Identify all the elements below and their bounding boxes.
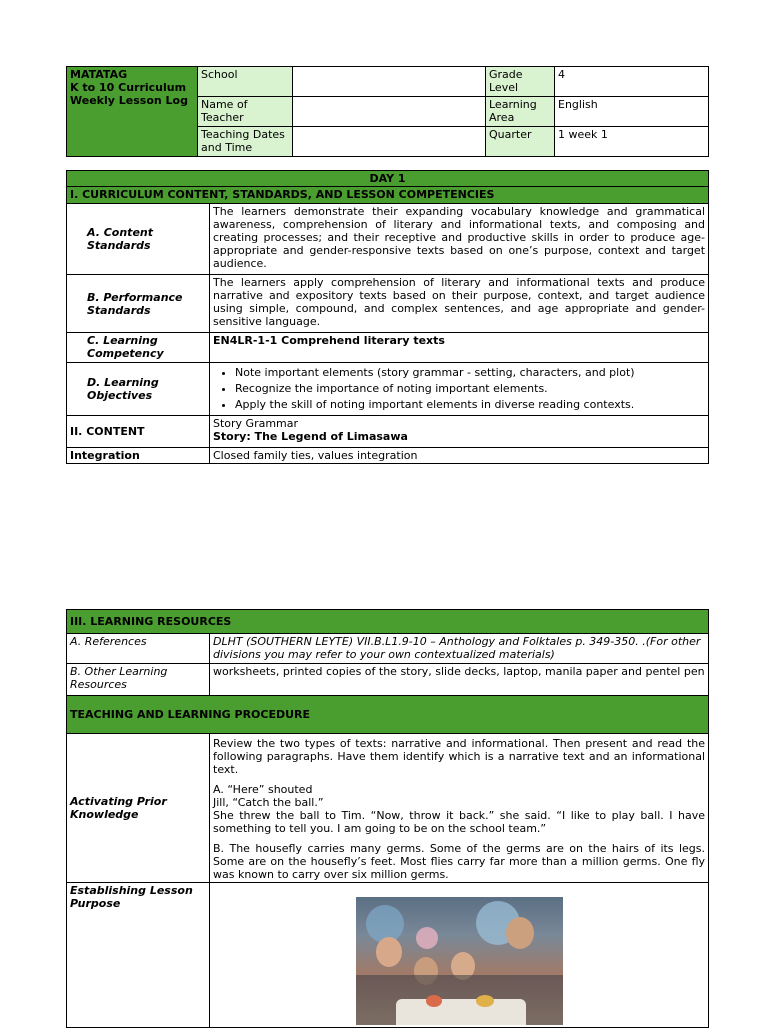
food-item [426, 995, 442, 1007]
procedure-title: TEACHING AND LEARNING PROCEDURE [67, 696, 709, 734]
content-standards-text: The learners demonstrate their expanding vocabulary knowledge and grammatical awareness, comprehension of literary and informational texts, and composing and creating processes; and their receptive and productive skills in order to produce age-appropriate and gender-responsive texts based on one’s purpose, context and target audience. [210, 204, 709, 275]
party-decoration [416, 927, 438, 949]
dates-field[interactable] [293, 127, 486, 157]
org-line-2: K to 10 Curriculum [70, 81, 187, 94]
area-value: English [555, 97, 709, 127]
quarter-label: Quarter [486, 127, 555, 157]
objective-item: • Recognize the importance of noting important elements. [235, 382, 705, 395]
lesson-purpose-label: Establishing Lesson Purpose [67, 883, 210, 1028]
party-table [396, 999, 526, 1025]
teacher-label: Name of Teacher [198, 97, 293, 127]
learning-objectives-list [210, 363, 709, 416]
quarter-value: 1 week 1 [555, 127, 709, 157]
objective-item: • Apply the skill of noting important elements in diverse reading contexts. [235, 398, 705, 411]
content-story: Story: The Legend of Limasawa [213, 430, 408, 443]
teacher-field[interactable] [293, 97, 486, 127]
performance-standards-label: B. Performance Standards [67, 275, 210, 333]
grade-value: 4 [555, 67, 709, 97]
prior-a-line3: She threw the ball to Tim. “Now, throw it back.” she said. “I like to play ball. I have something to tell you. I am going to be on the school team.” [213, 809, 706, 835]
learning-competency-label: C. Learning Competency [67, 333, 210, 363]
grade-label: Grade Level [486, 67, 555, 97]
school-field[interactable] [293, 67, 486, 97]
lesson-purpose-cell [210, 883, 709, 1028]
other-resources-text: worksheets, printed copies of the story, slide decks, laptop, manila paper and pentel pen [210, 664, 709, 696]
curriculum-title [67, 67, 198, 157]
org-line-1: MATATAG [70, 68, 128, 81]
prior-a-line1: A. “Here” shouted [213, 783, 313, 796]
org-line-3: Weekly Lesson Log [70, 94, 188, 107]
learning-competency-text: EN4LR-1-1 Comprehend literary texts [210, 333, 709, 363]
prior-b-paragraph: B. The housefly carries many germs. Some of the germs are on the hairs of its legs. Some are on the housefly’s feet. Most flies carry far more than a million germs. One fly was known to carry over six million germs. [213, 842, 706, 881]
day-title: DAY 1 [67, 171, 709, 187]
person-head [506, 917, 534, 949]
content-label: II. CONTENT [67, 416, 210, 448]
person-head [376, 937, 402, 967]
integration-label: Integration [67, 448, 210, 464]
objective-item: • Note important elements (story grammar - setting, characters, and plot) [235, 366, 705, 379]
header-table [66, 66, 709, 157]
prior-intro: Review the two types of texts: narrative and informational. Then present and read the following paragraphs. Have them identify which is a narrative text and an informational text. [213, 737, 706, 776]
content-standards-label: A. Content Standards [67, 204, 210, 275]
school-label: School [198, 67, 293, 97]
dates-label: Teaching Dates and Time [198, 127, 293, 157]
prior-a-line2: Jill, “Catch the ball.” [213, 796, 324, 809]
section-resources-title: III. LEARNING RESOURCES [67, 610, 709, 634]
integration-text: Closed family ties, values integration [210, 448, 709, 464]
references-label: A. References [67, 634, 210, 664]
prior-knowledge-label: Activating Prior Knowledge [67, 734, 210, 883]
references-text: DLHT (SOUTHERN LEYTE) VII.B.L1.9-10 – Anthology and Folktales p. 349-350. .(For other divisions you may refer to your own contextualized materials) [210, 634, 709, 664]
resources-table [66, 609, 709, 1028]
content-topic: Story Grammar [213, 417, 299, 430]
day1-table [66, 170, 709, 464]
section-curriculum-title: I. CURRICULUM CONTENT, STANDARDS, AND LESSON COMPETENCIES [67, 187, 709, 204]
performance-standards-text: The learners apply comprehension of literary and informational texts and produce narrative and expository texts based on their purpose, context, and target audience using simple, compound, and complex sentences, and age appropriate and gender-sensitive language. [210, 275, 709, 333]
area-label: Learning Area [486, 97, 555, 127]
other-resources-label: B. Other Learning Resources [67, 664, 210, 696]
food-item [476, 995, 494, 1007]
family-party-photo [356, 897, 563, 1025]
content-value [210, 416, 709, 448]
prior-knowledge-text [210, 734, 709, 883]
learning-objectives-label: D. Learning Objectives [67, 363, 210, 416]
